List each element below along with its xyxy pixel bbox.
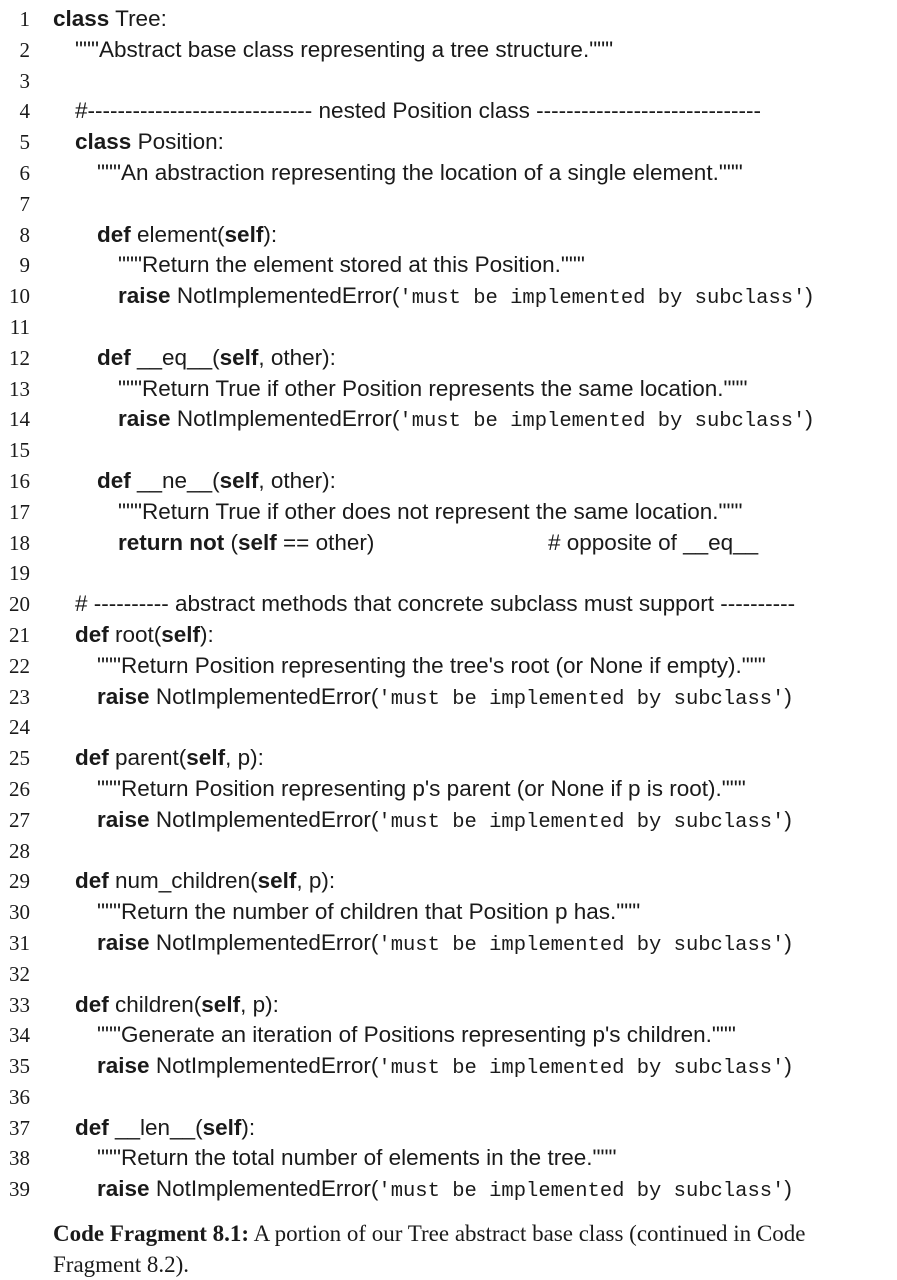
line-number: 28	[9, 838, 30, 863]
code-line	[0, 158, 897, 189]
code-line	[0, 774, 897, 805]
code-token: parent(	[108, 745, 187, 771]
code-token: , p):	[240, 991, 279, 1017]
code-text	[75, 620, 214, 651]
line-number: 9	[19, 253, 30, 278]
code-text	[97, 774, 746, 805]
code-token: """Return True if other Position represents the same location."""	[118, 375, 748, 401]
code-line	[0, 836, 897, 867]
code-text	[97, 343, 336, 374]
code-line	[0, 1174, 897, 1205]
code-text	[75, 127, 224, 158]
code-token: __len__(	[108, 1114, 203, 1140]
line-number: 35	[9, 1054, 30, 1079]
code-line	[0, 743, 897, 774]
code-keyword: return not	[118, 529, 225, 555]
line-number: 5	[19, 130, 30, 155]
line-number: 17	[9, 499, 30, 524]
code-line	[0, 712, 897, 743]
code-line	[0, 1082, 897, 1113]
code-line	[0, 189, 897, 220]
line-number: 6	[19, 160, 30, 185]
code-line	[0, 497, 897, 528]
code-line	[0, 866, 897, 897]
code-token: children(	[108, 991, 202, 1017]
code-keyword: def	[75, 991, 109, 1017]
code-text	[53, 4, 167, 35]
line-number: 7	[19, 191, 30, 216]
code-token: NotImplementedError(	[170, 406, 400, 432]
code-comment: # opposite of __eq__	[548, 529, 759, 555]
code-token: """Return Position representing the tree's root (or None if empty)."""	[97, 652, 766, 678]
code-text	[97, 651, 766, 682]
code-token: """An abstraction representing the location of a single element."""	[97, 159, 743, 185]
code-line	[0, 682, 897, 713]
code-token: NotImplementedError(	[149, 683, 379, 709]
code-line	[0, 928, 897, 959]
code-token: num_children(	[108, 868, 258, 894]
code-token: )	[784, 929, 792, 955]
code-line	[0, 220, 897, 251]
code-token: ):	[241, 1114, 256, 1140]
code-line	[0, 651, 897, 682]
code-token: __eq__(	[130, 344, 220, 370]
code-token: , p):	[296, 868, 336, 894]
code-token: """Generate an iteration of Positions representing p's children."""	[97, 1022, 736, 1048]
code-token: """Return the element stored at this Position."""	[118, 252, 585, 278]
line-number: 33	[9, 992, 30, 1017]
code-token: NotImplementedError(	[170, 283, 400, 309]
code-keyword: raise	[97, 806, 150, 832]
code-text	[97, 1020, 736, 1051]
line-number: 11	[9, 314, 30, 339]
code-text	[75, 866, 335, 897]
code-line	[0, 1020, 897, 1051]
code-token: ):	[263, 221, 278, 247]
line-number: 13	[9, 376, 30, 401]
code-string-literal: 'must be implemented by subclass'	[378, 1057, 785, 1081]
code-listing	[0, 4, 897, 1205]
code-token: #------------------------------ nested Position class ------------------------------	[75, 98, 761, 124]
line-number: 23	[9, 684, 30, 709]
code-line	[0, 466, 897, 497]
code-line	[0, 990, 897, 1021]
line-number: 19	[9, 561, 30, 586]
code-token: """Return the number of children that Position p has."""	[97, 899, 641, 925]
code-line	[0, 250, 897, 281]
line-number: 4	[19, 99, 30, 124]
line-number: 1	[19, 7, 30, 31]
line-number: 31	[9, 930, 30, 955]
line-number: 34	[9, 1023, 30, 1048]
code-text	[97, 466, 336, 497]
code-token: # ---------- abstract methods that concrete subclass must support ----------	[75, 591, 796, 617]
code-text	[118, 528, 374, 559]
code-text	[118, 404, 813, 438]
line-number: 27	[9, 807, 30, 832]
code-text	[97, 682, 792, 716]
code-token: ):	[200, 621, 214, 647]
code-line	[0, 281, 897, 312]
line-number: 10	[9, 284, 30, 309]
code-token: """Abstract base class representing a tree structure."""	[75, 36, 614, 62]
code-line	[0, 959, 897, 990]
code-keyword: self	[238, 529, 277, 555]
code-line	[0, 589, 897, 620]
code-token: """Return the total number of elements in the tree."""	[97, 1145, 617, 1171]
code-keyword: def	[75, 745, 109, 771]
code-token: Tree:	[109, 6, 167, 31]
code-keyword: def	[75, 621, 109, 647]
code-token: == other)	[276, 529, 375, 555]
code-line	[0, 35, 897, 66]
code-line	[0, 558, 897, 589]
code-text	[75, 35, 613, 66]
code-token: NotImplementedError(	[149, 806, 379, 832]
line-number: 26	[9, 776, 30, 801]
line-number: 2	[19, 37, 30, 62]
code-line	[0, 897, 897, 928]
line-number: 29	[9, 869, 30, 894]
code-token: __ne__(	[130, 467, 220, 493]
code-keyword: raise	[97, 1176, 150, 1202]
code-keyword: def	[97, 344, 131, 370]
code-keyword: self	[186, 745, 226, 771]
code-text	[97, 1143, 616, 1174]
code-line	[0, 435, 897, 466]
code-line	[0, 343, 897, 374]
code-text	[75, 1113, 255, 1144]
code-line	[0, 96, 897, 127]
code-token: )	[784, 806, 792, 832]
code-keyword: class	[53, 6, 110, 31]
caption-text: A portion of our Tree abstract base class (continued in Code Fragment 8.2).	[53, 1221, 806, 1277]
code-text	[118, 250, 585, 281]
code-line	[0, 66, 897, 97]
line-number: 36	[9, 1084, 30, 1109]
line-number: 21	[9, 622, 30, 647]
code-keyword: def	[75, 1114, 109, 1140]
code-keyword: raise	[97, 1053, 150, 1079]
code-token: )	[784, 1176, 792, 1202]
code-token: NotImplementedError(	[149, 1053, 379, 1079]
code-text	[97, 928, 792, 962]
code-line	[0, 127, 897, 158]
code-keyword: def	[97, 221, 131, 247]
line-number: 8	[19, 222, 30, 247]
code-text	[97, 220, 277, 251]
code-token: )	[805, 283, 813, 309]
line-number: 3	[19, 68, 30, 93]
line-number: 30	[9, 900, 30, 925]
code-token: Position:	[131, 129, 224, 155]
code-text	[97, 1051, 792, 1085]
code-keyword: raise	[118, 406, 171, 432]
code-string-literal: 'must be implemented by subclass'	[399, 410, 806, 434]
code-token: , p):	[225, 745, 264, 771]
code-keyword: def	[97, 467, 131, 493]
line-number: 32	[9, 961, 30, 986]
code-keyword: raise	[118, 283, 171, 309]
code-keyword: self	[219, 467, 259, 493]
code-keyword: self	[202, 1114, 242, 1140]
code-line	[0, 312, 897, 343]
line-number: 39	[9, 1177, 30, 1202]
code-line	[0, 404, 897, 435]
code-keyword: self	[219, 344, 259, 370]
code-keyword: self	[201, 991, 241, 1017]
code-line	[0, 4, 897, 35]
code-keyword: self	[161, 621, 201, 647]
code-text	[75, 743, 264, 774]
code-text	[75, 990, 279, 1021]
line-number: 20	[9, 592, 30, 617]
code-keyword: def	[75, 868, 109, 894]
code-token: , other):	[258, 344, 336, 370]
code-text	[75, 589, 795, 620]
code-keyword: self	[224, 221, 264, 247]
code-line	[0, 620, 897, 651]
caption-label: Code Fragment 8.1:	[53, 1221, 250, 1246]
code-token: """Return Position representing p's parent (or None if p is root)."""	[97, 775, 746, 801]
code-line	[0, 805, 897, 836]
code-string-literal: 'must be implemented by subclass'	[378, 687, 785, 711]
code-text	[118, 497, 743, 528]
code-token: NotImplementedError(	[149, 1176, 379, 1202]
code-line	[0, 528, 897, 559]
line-number: 38	[9, 1146, 30, 1171]
code-line	[0, 1143, 897, 1174]
code-token: root(	[108, 621, 162, 647]
line-number: 25	[9, 746, 30, 771]
code-keyword: raise	[97, 929, 150, 955]
code-token: """Return True if other does not represent the same location."""	[118, 498, 743, 524]
line-number: 15	[9, 438, 30, 463]
line-number: 12	[9, 345, 30, 370]
code-keyword: class	[75, 129, 132, 155]
line-number: 14	[9, 407, 30, 432]
code-text	[97, 897, 640, 928]
line-number: 37	[9, 1115, 30, 1140]
line-number: 18	[9, 530, 30, 555]
code-string-literal: 'must be implemented by subclass'	[378, 810, 785, 834]
code-string-literal: 'must be implemented by subclass'	[378, 1180, 785, 1204]
line-number: 24	[9, 715, 30, 740]
code-line	[0, 1051, 897, 1082]
code-token: element(	[130, 221, 225, 247]
code-text	[97, 805, 792, 839]
code-token: (	[224, 529, 238, 555]
code-line	[0, 374, 897, 405]
code-token: )	[784, 1053, 792, 1079]
code-keyword: raise	[97, 683, 150, 709]
code-text	[97, 158, 743, 189]
code-token: )	[784, 683, 792, 709]
code-string-literal: 'must be implemented by subclass'	[399, 287, 806, 311]
line-number: 16	[9, 468, 30, 493]
code-string-literal: 'must be implemented by subclass'	[378, 933, 785, 957]
code-text	[97, 1174, 792, 1208]
code-caption	[53, 1218, 883, 1280]
code-token: , other):	[258, 467, 336, 493]
code-keyword: self	[257, 868, 297, 894]
code-line	[0, 1113, 897, 1144]
code-text	[118, 374, 747, 405]
line-number: 22	[9, 653, 30, 678]
code-text	[75, 96, 761, 127]
code-text	[118, 281, 813, 315]
code-token: NotImplementedError(	[149, 929, 379, 955]
code-token: )	[805, 406, 813, 432]
